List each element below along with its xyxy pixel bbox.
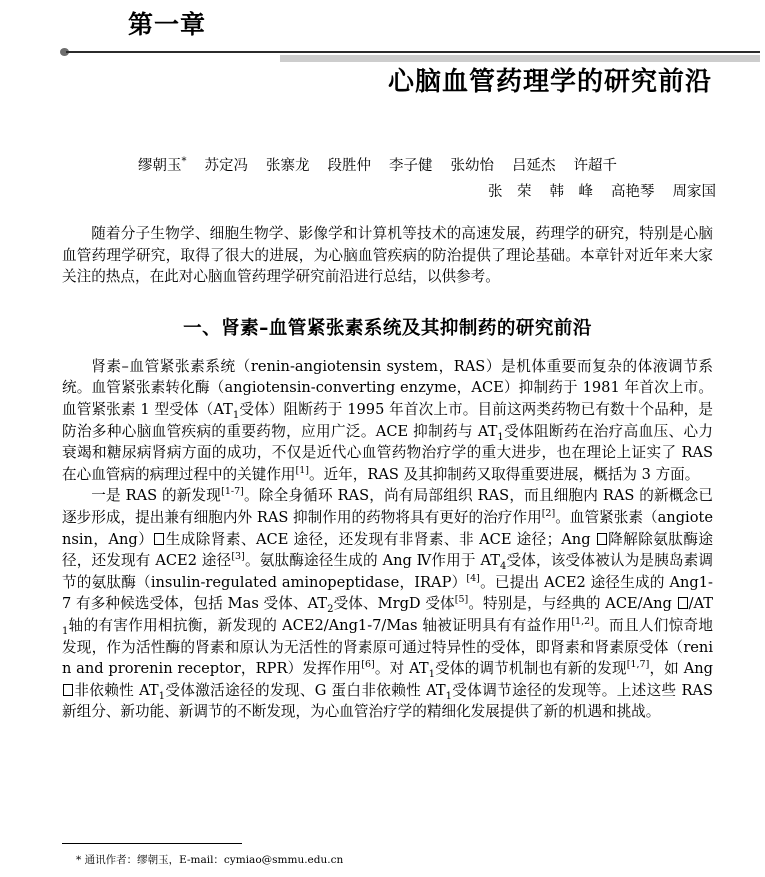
reference-marker: [1,2] xyxy=(571,616,594,628)
reference-marker: [2] xyxy=(541,508,556,520)
subscript: 1 xyxy=(232,409,240,421)
author-name: 高艳琴 xyxy=(611,184,655,200)
missing-glyph-box xyxy=(597,533,607,545)
body-paragraph: 一是 RAS 的新发现[1-7]。除全身循环 RAS，尚有局部组织 RAS，而且细胞内 RAS 的新概念已逐步形成，提出兼有细胞内外 RAS 抑制作用的药物将具有更好的治疗作用[2]。血管紧张素（angiotensin，Ang） 生成除肾素、ACE 途径，还发现有非肾素、非 ACE 途径；Ang 降解除氨肽酶途径，还发现有 ACE2 途径[3]。氨肽酶途径生成的 Ang Ⅳ作用于 $AT_4$受体，该受体被认为是胰岛素调节的氨肽酶（insulin-regulated aminopeptidase，IRAP）[4]。已提出 ACE2 途径生成的 Ang1-7 有多种候选受体，包括 Mas 受体、$AT_2$受体、MrgD 受体[5]。特别是，与经典的 ACE/Ang $/AT_1$轴的有害作用相抗衡，新发现的 ACE2/Ang1-7/Mas 轴被证明具有有益作用[1,2]。而且人们惊奇地发现，作为活性酶的肾素和原认为无活性的肾素原可通过特异性的受体，即肾素和肾素原受体（renin and prorenin receptor，RPR）发挥作用[6]。对 $AT_1$受体的调节机制也有新的发现[1,7]，如 Ang 非依赖性 $AT_1$受体激活途径的发现、G 蛋白非依赖性 $AT_1$受体调节途径的发现等。上述这些 RAS 新组分、新功能、新调节的不断发现，为心血管治疗学的精细化发展提供了新的机遇和挑战。 xyxy=(62,486,713,721)
subscript: 1 xyxy=(428,669,436,680)
author-line-1 xyxy=(0,153,747,179)
subscript: 1 xyxy=(497,431,504,443)
reference-marker: [1-7] xyxy=(221,486,244,498)
rule-shadow-bar xyxy=(280,55,760,62)
missing-glyph-box xyxy=(63,684,73,696)
corresponding-author-note: * 通讯作者：缪朝玉，E-mail：cymiao@smmu.edu.cn xyxy=(76,854,344,866)
author-name: 李子健 xyxy=(389,158,433,174)
subscript: 1 xyxy=(445,690,452,702)
author-line-2 xyxy=(0,179,747,205)
author-name: 苏定冯 xyxy=(204,158,248,174)
reference-marker: [3] xyxy=(231,551,245,563)
author-name: 周家国 xyxy=(672,184,716,200)
missing-glyph-box xyxy=(154,533,164,545)
author-name: 张寨龙 xyxy=(266,158,310,174)
missing-glyph-box xyxy=(678,597,688,609)
rule-line xyxy=(66,51,760,53)
author-name: 吕延杰 xyxy=(512,158,556,174)
reference-marker: [6] xyxy=(361,659,375,671)
subscript: 2 xyxy=(327,604,334,616)
subscript: 1 xyxy=(158,690,165,702)
subscript: 4 xyxy=(499,561,507,573)
author-name: 张 荣 xyxy=(488,184,532,200)
author-name: 段胜仲 xyxy=(327,158,371,174)
reference-marker: [1,7] xyxy=(626,659,650,671)
corresponding-author-mark: * xyxy=(181,156,187,168)
subscript: 1 xyxy=(62,625,69,637)
page-title: 心脑血管药理学的研究前沿 xyxy=(387,67,712,97)
footnote-divider xyxy=(62,843,242,844)
chapter-number: 第一章 xyxy=(128,10,207,39)
author-name: 缪朝玉* xyxy=(138,156,187,174)
header-rule xyxy=(60,47,760,63)
body-paragraph: 肾素–血管紧张素系统（renin-angiotensin system，RAS）是机体重要而复杂的体液调节系统。血管紧张素转化酶（angiotensin-converting enzyme，ACE）抑制药于 1981 年首次上市。血管紧张素 1 型受体（$AT_1$受体）阻断药于 1995 年首次上市。目前这两类药物已有数十个品种，是防治多种心脑血管疾病的重要药物，应用广泛。ACE 抑制药与 $AT_1$受体阻断药在治疗高血压、心力衰竭和糖尿病肾病方面的成功，不仅是近代心血管药物治疗学的重大进步，也在理论上证实了 RAS 在心血管病的病理过程中的关键作用[1]。近年，RAS 及其抑制药又取得重要进展，概括为 3 方面。 xyxy=(62,357,714,483)
reference-marker: [4] xyxy=(466,572,480,584)
reference-marker: [1] xyxy=(295,464,309,476)
section-heading: 一、肾素–血管紧张素系统及其抑制药的研究前沿 xyxy=(183,317,592,339)
author-name: 许超千 xyxy=(573,158,617,174)
intro-paragraph: 随着分子生物学、细胞生物学、影像学和计算机等技术的高速发展，药理学的研究，特别是心脑血管药理学研究，取得了很大的进展，为心脑血管疾病的防治提供了理论基础。本章针对近年来大家关注的热点，在此对心脑血管药理学研究前沿进行总结，以供参考。 xyxy=(62,225,713,286)
chapter-header xyxy=(0,0,765,118)
author-name: 韩 峰 xyxy=(549,184,593,200)
author-list xyxy=(0,153,765,205)
author-name: 张幼怡 xyxy=(450,158,494,174)
reference-marker: [5] xyxy=(454,594,469,606)
body-column xyxy=(0,223,765,723)
footnote xyxy=(62,843,712,867)
